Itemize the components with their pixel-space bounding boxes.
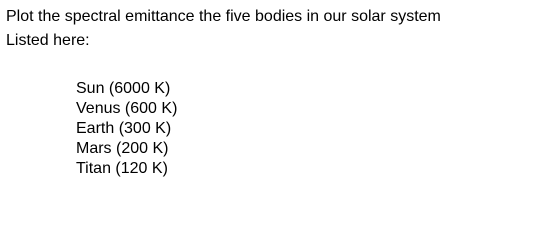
list-item-earth: Earth (300 K) bbox=[76, 120, 172, 137]
bodies-list bbox=[76, 79, 177, 179]
list-item-titan: Titan (120 K) bbox=[76, 160, 168, 177]
instruction-text-line-1: Plot the spectral emittance the five bodies in our solar system bbox=[6, 8, 441, 25]
list-item-mars: Mars (200 K) bbox=[76, 140, 169, 157]
instruction-text-line-2: Listed here: bbox=[6, 32, 90, 49]
list-item-venus: Venus (600 K) bbox=[76, 100, 178, 117]
list-item-sun: Sun (6000 K) bbox=[76, 80, 171, 97]
